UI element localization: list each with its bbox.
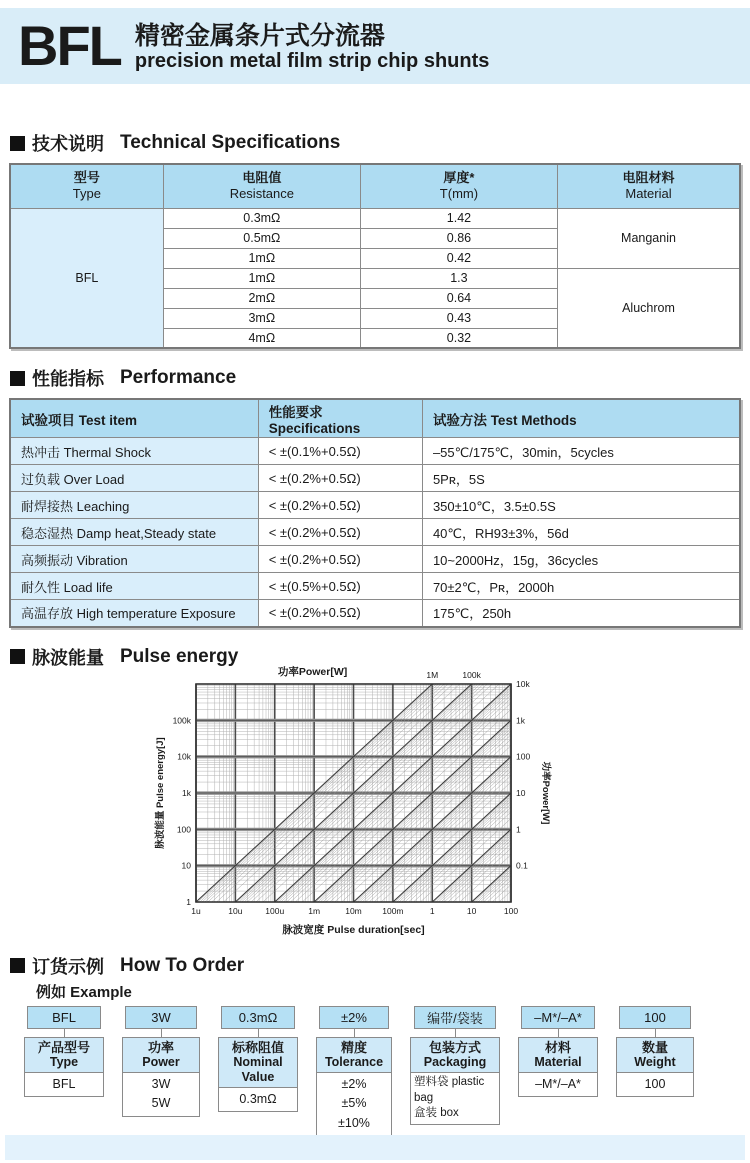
- order-label-box: [316, 1037, 392, 1074]
- spec-table: [9, 163, 741, 349]
- svg-text:1k: 1k: [182, 787, 191, 798]
- test-item-cell: 稳态湿热 Damp heat,Steady state: [10, 519, 258, 546]
- svg-text:100k: 100k: [462, 669, 481, 680]
- pulse-energy-chart: [150, 662, 580, 946]
- order-column: [316, 1006, 392, 1137]
- svg-text:10k: 10k: [516, 678, 530, 689]
- order-example-box: –M*/–A*: [521, 1006, 595, 1029]
- perf-col-testmethods: 试验方法 Test Methods: [422, 399, 740, 438]
- order-label-box: [518, 1037, 598, 1074]
- order-column: [24, 1006, 104, 1098]
- performance-section: [0, 365, 750, 628]
- perf-header-row: [10, 399, 740, 438]
- order-label-zh: 包装方式: [428, 1039, 481, 1055]
- svg-text:1m: 1m: [308, 905, 321, 916]
- order-options-box: [316, 1073, 392, 1136]
- order-label-zh: 材料: [544, 1039, 571, 1055]
- thickness-cell: 0.86: [360, 228, 557, 248]
- section-bullet-icon: [10, 371, 25, 386]
- order-option: 3W: [151, 1077, 171, 1092]
- thickness-cell: 1.3: [360, 268, 557, 288]
- order-label-box: [218, 1037, 298, 1089]
- test-item-cell: 过负载 Over Load: [10, 465, 258, 492]
- spec-col-resistance-en: Resistance: [229, 186, 294, 202]
- svg-text:10m: 10m: [345, 905, 362, 916]
- svg-text:0.1: 0.1: [516, 860, 528, 871]
- spec-heading-en: Technical Specifications: [120, 132, 341, 153]
- thickness-cell: 0.43: [360, 308, 557, 328]
- order-label-zh: 数量: [641, 1039, 668, 1055]
- perf-row: [10, 492, 740, 519]
- resistance-cell: 2mΩ: [163, 288, 360, 308]
- specification-cell: < ±(0.2%+0.5Ω): [258, 546, 422, 573]
- section-bullet-icon: [10, 649, 25, 664]
- product-model: BFL: [18, 14, 121, 77]
- specification-cell: < ±(0.1%+0.5Ω): [258, 438, 422, 465]
- title-chinese: 精密金属条片式分流器: [134, 21, 385, 50]
- order-label-en: Weight: [634, 1055, 676, 1070]
- order-example-box: BFL: [27, 1006, 101, 1029]
- test-method-cell: 40℃，RH93±3%，56d: [422, 519, 740, 546]
- perf-row: [10, 546, 740, 573]
- spec-table-body: [10, 208, 740, 348]
- order-label-en: Nominal Value: [233, 1055, 283, 1085]
- perf-row: [10, 573, 740, 600]
- spec-col-type-en: Type: [72, 186, 101, 202]
- order-label-en: Power: [142, 1055, 180, 1070]
- header-titles: [135, 23, 490, 74]
- type-cell: BFL: [10, 208, 163, 348]
- svg-text:功率Power[W]: 功率Power[W]: [277, 665, 348, 678]
- order-column: [518, 1006, 598, 1098]
- perf-table-body: [10, 438, 740, 627]
- specification-cell: < ±(0.5%+0.5Ω): [258, 573, 422, 600]
- svg-text:10k: 10k: [177, 751, 191, 762]
- spec-col-type-zh: 型号: [73, 170, 100, 185]
- spec-row: [10, 208, 740, 228]
- order-options-box: [122, 1073, 200, 1117]
- spec-col-material: [557, 164, 740, 208]
- test-method-cell: 350±10℃，3.5±0.5S: [422, 492, 740, 519]
- how-to-order-section: [0, 953, 750, 1137]
- test-item-cell: 耐久性 Load life: [10, 573, 258, 600]
- resistance-cell: 1mΩ: [163, 268, 360, 288]
- spec-col-type: [10, 164, 163, 208]
- performance-table: [9, 398, 741, 628]
- perf-row: [10, 519, 740, 546]
- order-heading: [10, 953, 750, 979]
- order-label-zh: 功率: [147, 1039, 174, 1055]
- spec-col-material-zh: 电阻材料: [622, 170, 675, 185]
- svg-text:10: 10: [516, 787, 526, 798]
- perf-col-testitem: 试验项目 Test item: [10, 399, 258, 438]
- test-method-cell: 5Pʀ，5S: [422, 465, 740, 492]
- order-option: 5W: [151, 1096, 171, 1111]
- test-item-cell: 热冲击 Thermal Shock: [10, 438, 258, 465]
- svg-text:100: 100: [503, 905, 519, 916]
- perf-row: [10, 465, 740, 492]
- order-example-box: ±2%: [319, 1006, 389, 1029]
- perf-heading: [10, 365, 750, 391]
- order-label-box: [24, 1037, 104, 1074]
- order-options-box: [518, 1073, 598, 1097]
- svg-text:100m: 100m: [382, 905, 404, 916]
- section-bullet-icon: [10, 136, 25, 151]
- test-method-cell: 175℃，250h: [422, 600, 740, 627]
- order-option: 塑料袋 plastic bag: [414, 1076, 485, 1104]
- resistance-cell: 0.5mΩ: [163, 228, 360, 248]
- svg-text:10: 10: [466, 905, 477, 916]
- svg-text:100k: 100k: [172, 714, 191, 725]
- svg-text:脉波能量 Pulse energy[J]: 脉波能量 Pulse energy[J]: [155, 736, 166, 849]
- pulse-heading-zh: 脉波能量: [32, 647, 104, 668]
- order-label-en: Material: [534, 1055, 582, 1070]
- test-item-cell: 高频振动 Vibration: [10, 546, 258, 573]
- order-options-box: [410, 1073, 500, 1125]
- order-option: ±5%: [341, 1096, 367, 1111]
- spec-col-thickness-zh: 厚度*: [443, 170, 475, 185]
- order-option: ±2%: [341, 1077, 367, 1092]
- order-options-box: [218, 1088, 298, 1112]
- order-label-en: Type: [49, 1055, 79, 1070]
- order-heading-zh: 订货示例: [32, 956, 104, 977]
- connector-line: [558, 1029, 559, 1037]
- svg-text:1M: 1M: [426, 669, 439, 680]
- perf-col-specifications: 性能要求 Specifications: [258, 399, 422, 438]
- test-item-cell: 高温存放 High temperature Exposure: [10, 600, 258, 627]
- order-heading-en: How To Order: [120, 954, 245, 976]
- order-option: 100: [644, 1077, 666, 1092]
- pulse-heading-en: Pulse energy: [120, 645, 239, 667]
- svg-text:1: 1: [516, 823, 521, 834]
- pulse-chart-wrap: [150, 662, 750, 951]
- specification-cell: < ±(0.2%+0.5Ω): [258, 492, 422, 519]
- connector-line: [354, 1029, 355, 1037]
- svg-text:100u: 100u: [265, 905, 285, 916]
- thickness-cell: 0.64: [360, 288, 557, 308]
- spec-heading: [10, 130, 750, 156]
- resistance-cell: 1mΩ: [163, 248, 360, 268]
- thickness-cell: 0.32: [360, 328, 557, 348]
- test-method-cell: 70±2℃，Pʀ，2000h: [422, 573, 740, 600]
- svg-text:10u: 10u: [228, 905, 243, 916]
- thickness-cell: 0.42: [360, 248, 557, 268]
- specification-cell: < ±(0.2%+0.5Ω): [258, 465, 422, 492]
- specification-cell: < ±(0.2%+0.5Ω): [258, 600, 422, 627]
- svg-text:脉波宽度 Pulse duration[sec]: 脉波宽度 Pulse duration[sec]: [282, 923, 425, 936]
- perf-row: [10, 600, 740, 627]
- connector-line: [161, 1029, 162, 1037]
- thickness-cell: 1.42: [360, 208, 557, 228]
- spec-heading-zh: 技术说明: [32, 134, 104, 154]
- spec-header-row: [10, 164, 740, 208]
- order-label-en: Tolerance: [324, 1055, 384, 1070]
- svg-text:1: 1: [186, 896, 191, 907]
- order-example-box: 0.3mΩ: [221, 1006, 295, 1029]
- section-bullet-icon: [10, 958, 25, 973]
- spec-col-resistance-zh: 电阻值: [242, 170, 282, 185]
- order-label-en: Packaging: [423, 1055, 487, 1070]
- order-column: [218, 1006, 298, 1113]
- order-option: –M*/–A*: [535, 1077, 581, 1092]
- connector-line: [258, 1029, 259, 1037]
- svg-text:10: 10: [181, 860, 191, 871]
- header-band: [0, 8, 750, 84]
- specification-cell: < ±(0.2%+0.5Ω): [258, 519, 422, 546]
- svg-text:功率Power[W]: 功率Power[W]: [540, 761, 551, 824]
- connector-line: [455, 1029, 456, 1037]
- order-column: [616, 1006, 694, 1098]
- resistance-cell: 3mΩ: [163, 308, 360, 328]
- test-method-cell: –55℃/175℃，30min，5cycles: [422, 438, 740, 465]
- connector-line: [655, 1029, 656, 1037]
- resistance-cell: 0.3mΩ: [163, 208, 360, 228]
- order-column: [122, 1006, 200, 1117]
- spec-col-thickness: [360, 164, 557, 208]
- order-option: 0.3mΩ: [239, 1092, 277, 1107]
- order-label-box: [410, 1037, 500, 1074]
- spec-col-thickness-en: T(mm): [439, 186, 479, 202]
- order-example-box: 3W: [125, 1006, 197, 1029]
- order-column: [410, 1006, 500, 1125]
- order-label-zh: 产品型号: [37, 1039, 90, 1055]
- order-label-box: [616, 1037, 694, 1074]
- example-label: 例如 Example: [36, 983, 132, 1001]
- material-cell: Aluchrom: [557, 268, 740, 348]
- svg-text:1u: 1u: [191, 905, 201, 916]
- spec-col-resistance: [163, 164, 360, 208]
- order-columns: [24, 1006, 750, 1137]
- order-label-zh: 精度: [340, 1039, 367, 1055]
- order-label-zh: 标称阻值: [231, 1039, 284, 1055]
- connector-line: [64, 1029, 65, 1037]
- order-options-box: [616, 1073, 694, 1097]
- svg-text:100: 100: [516, 751, 531, 762]
- perf-heading-en: Performance: [120, 367, 237, 388]
- spec-col-material-en: Material: [625, 186, 672, 202]
- perf-row: [10, 438, 740, 465]
- svg-text:1k: 1k: [516, 714, 525, 725]
- test-method-cell: 10~2000Hz，15g，36cycles: [422, 546, 740, 573]
- test-item-cell: 耐焊接热 Leaching: [10, 492, 258, 519]
- material-cell: Manganin: [557, 208, 740, 268]
- resistance-cell: 4mΩ: [163, 328, 360, 348]
- svg-text:100: 100: [176, 823, 191, 834]
- perf-heading-zh: 性能指标: [32, 369, 104, 389]
- pulse-energy-section: [0, 644, 750, 951]
- order-option: 盒装 box: [414, 1107, 459, 1120]
- order-example-box: 编带/袋装: [414, 1006, 497, 1029]
- order-options-box: [24, 1073, 104, 1097]
- technical-specifications-section: [0, 130, 750, 349]
- order-example-box: 100: [619, 1006, 691, 1029]
- svg-text:1: 1: [429, 905, 435, 916]
- order-option: BFL: [52, 1077, 76, 1092]
- title-english: precision metal film strip chip shunts: [134, 50, 490, 73]
- order-option: ±10%: [338, 1115, 370, 1130]
- order-label-box: [122, 1037, 200, 1074]
- footer-band: [5, 1135, 745, 1160]
